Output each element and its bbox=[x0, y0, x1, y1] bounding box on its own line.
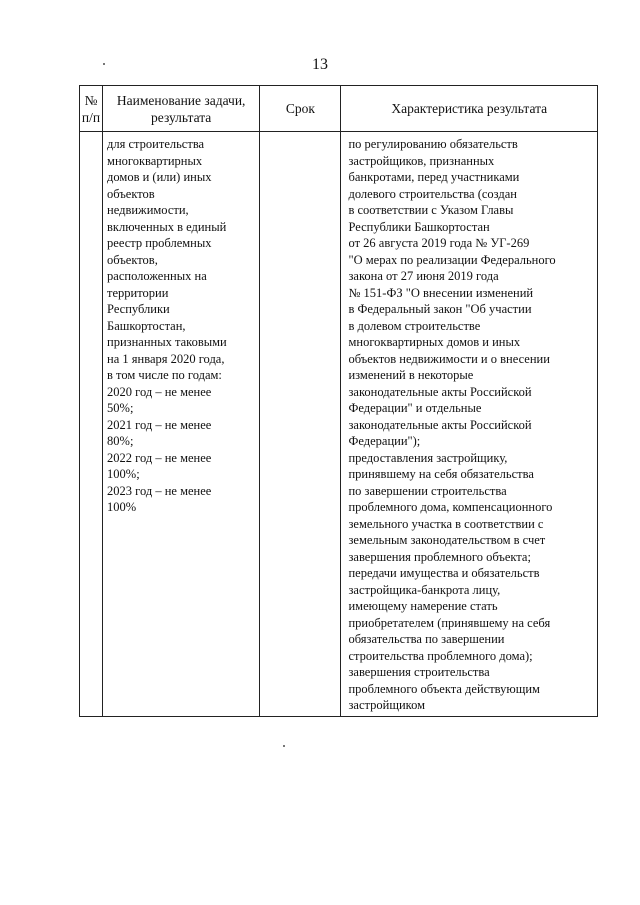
results-table bbox=[79, 85, 598, 717]
cell-result: по регулированию обязательств застройщиков, признанных банкротами, перед участниками долевого строительства (создан в соответствии с Указом Главы Республики Башкортостан от 26 августа 2019 года № УГ-269 "О мерах по реализации Федерального закона от 27 июня 2019 года № 151-ФЗ "О внесении изменений в Федеральный закон "Об участии в долевом строительстве многоквартирных домов и иных объектов недвижимости и о внесении изменений в некоторые законодательные акты Российской Федерации" и отдельные законодательные акты Российской Федерации"); предоставления застройщику, принявшему на себя обязательства по завершении строительства проблемного дома, компенсационного земельного участка в соответствии с земельным законодательством в счет завершения проблемного объекта; передачи имущества и обязательств застройщика-банкрота лицу, имеющему намерение стать приобретателем (принявшему на себя обязательства по завершении строительства проблемного дома); завершения строительства проблемного объекта действующим застройщиком bbox=[341, 132, 598, 717]
header-term: Срок bbox=[260, 86, 341, 132]
header-result: Характеристика результата bbox=[341, 86, 598, 132]
table-row bbox=[80, 132, 598, 717]
cell-term bbox=[260, 132, 341, 717]
header-task-name: Наименование задачи, результата bbox=[103, 86, 260, 132]
cell-number bbox=[80, 132, 103, 717]
page-number: 13 bbox=[312, 56, 328, 73]
cell-task-name: для строительства многоквартирных домов и (или) иных объектов недвижимости, включенных в единый реестр проблемных объектов, расположенных на территории Республики Башкортостан, признанных таковыми на 1 января 2020 года, в том числе по годам: 2020 год – не менее 50%; 2021 год – не менее 80%; 2022 год – не менее 100%; 2023 год – не менее 100% bbox=[103, 132, 260, 717]
scan-speck bbox=[103, 63, 105, 65]
table-header-row bbox=[80, 86, 598, 132]
scan-speck bbox=[283, 745, 285, 747]
header-number: № п/п bbox=[80, 86, 103, 132]
